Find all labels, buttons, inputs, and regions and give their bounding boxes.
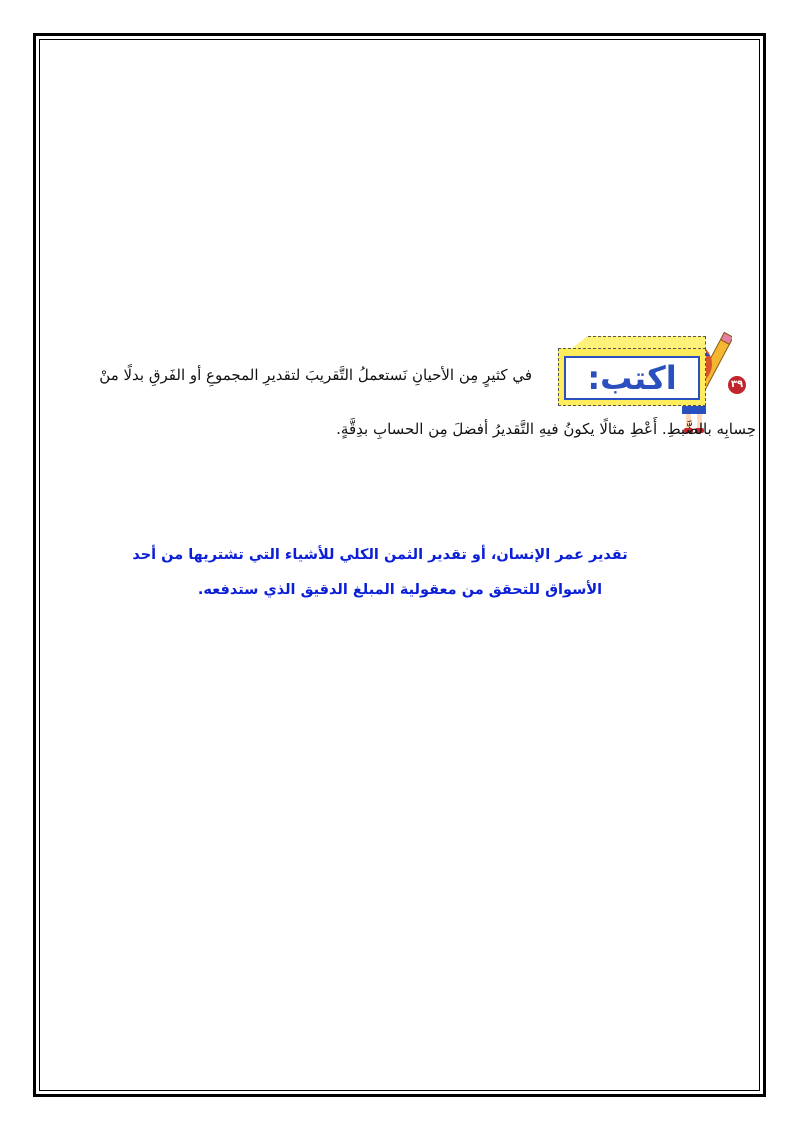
answer-line-2: الأسواق للتحقق من معقولية المبلغ الدقيق الذي ستدفعه. xyxy=(197,582,603,598)
answer-line-1: تقدير عمر الإنسان، أو تقدير الثمن الكلي للأشياء التي تشتريها من أحد xyxy=(132,547,628,563)
question-text-line-1: في كثيرٍ مِن الأحيانِ نَستعملُ التَّقريبَ لتقديرِ المجموعِ أو الفَرقِ بدلًا منْ xyxy=(99,366,532,384)
answer-text xyxy=(60,538,740,608)
question-block xyxy=(40,328,760,478)
question-text-line-2: حِسابِه بالضَّبطِ. أَعْطِ مثالًا يكونُ فيهِ التَّقديرُ أفضلَ مِن الحسابِ بدِقَّةٍ. xyxy=(336,420,756,438)
write-label: اكتب: xyxy=(564,356,700,400)
question-number-badge: ٣٩ xyxy=(728,376,746,394)
